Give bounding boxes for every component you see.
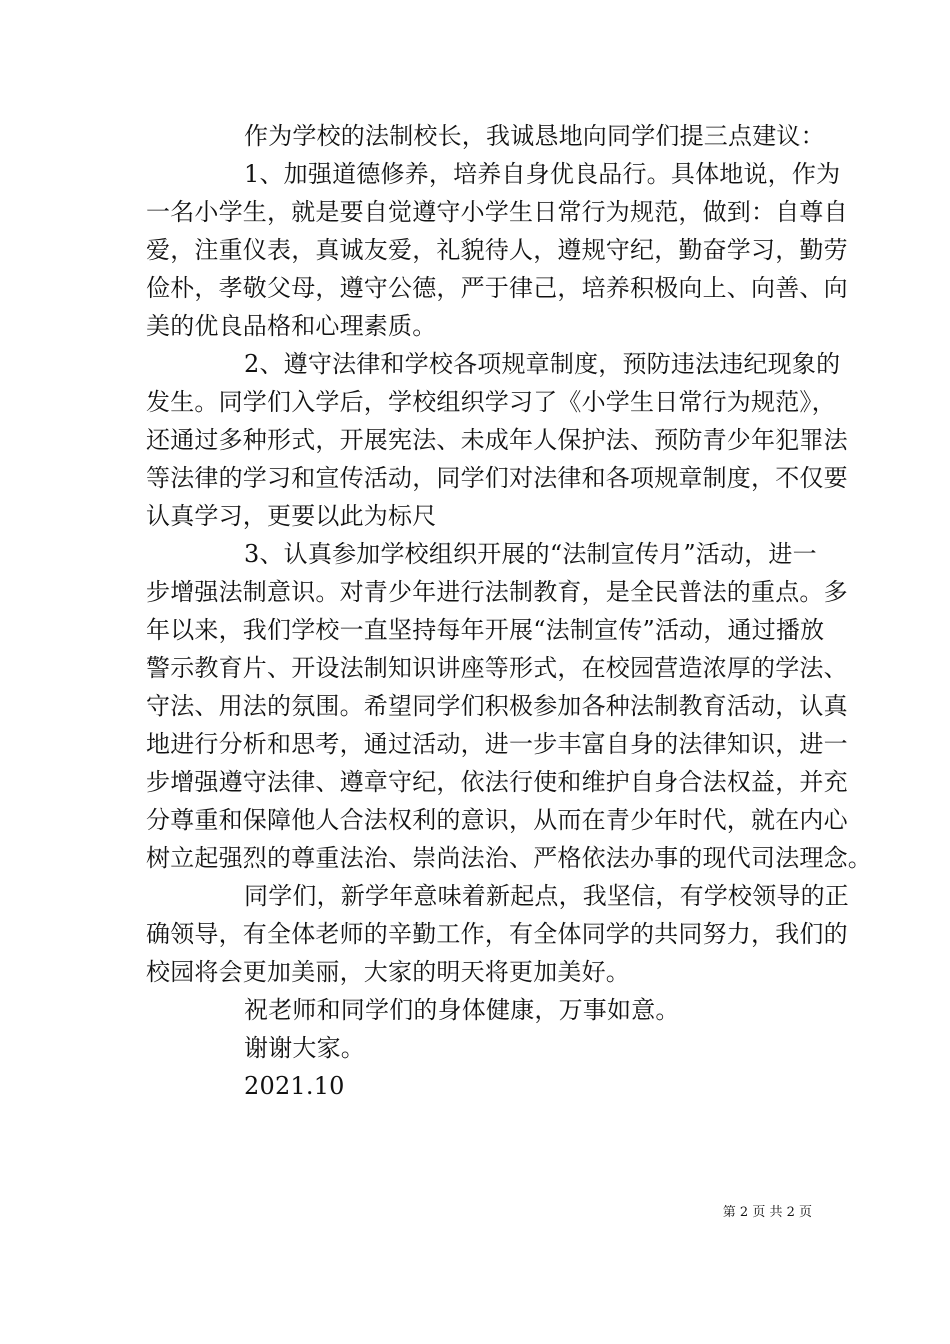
text-line: 爱，注重仪表，真诚友爱，礼貌待人，遵规守纪，勤奋学习，勤劳: [146, 236, 848, 264]
text-line: 同学们，新学年意味着新起点，我坚信，有学校领导的正: [244, 882, 849, 910]
text-line: 步增强遵守法律、遵章守纪，依法行使和维护自身合法权益，并充: [146, 768, 848, 796]
text-line: 确领导，有全体老师的辛勤工作，有全体同学的共同努力，我们的: [146, 920, 848, 948]
text-line: 分尊重和保障他人合法权利的意识，从而在青少年时代，就在内心: [146, 806, 848, 834]
text-line: 1、加强道德修养，培养自身优良品行。具体地说，作为: [244, 160, 841, 188]
text-line: 美的优良品格和心理素质。: [146, 312, 437, 340]
text-line: 年以来，我们学校一直坚持每年开展“法制宣传”活动，通过播放: [146, 616, 825, 644]
text-line: 认真学习，更要以此为标尺: [146, 502, 437, 530]
text-line: 校园将会更加美丽，大家的明天将更加美好。: [146, 958, 630, 986]
text-line: 步增强法制意识。对青少年进行法制教育，是全民普法的重点。多: [146, 578, 848, 606]
text-line: 等法律的学习和宣传活动，同学们对法律和各项规章制度，不仅要: [146, 464, 848, 492]
text-line: 地进行分析和思考，通过活动，进一步丰富自身的法律知识，进一: [146, 730, 848, 758]
text-line: 2、遵守法律和学校各项规章制度，预防违法违纪现象的: [244, 350, 841, 378]
text-line: 警示教育片、开设法制知识讲座等形式，在校园营造浓厚的学法、: [146, 654, 848, 682]
text-line: 一名小学生，就是要自觉遵守小学生日常行为规范，做到：自尊自: [146, 198, 848, 226]
text-line: 作为学校的法制校长，我诚恳地向同学们提三点建议：: [244, 122, 825, 150]
text-line: 祝老师和同学们的身体健康，万事如意。: [244, 996, 680, 1024]
text-line: 3、认真参加学校组织开展的“法制宣传月”活动，进一: [244, 540, 817, 568]
page-number: 第 2 页 共 2 页: [722, 1205, 812, 1220]
text-line: 谢谢大家。: [244, 1034, 365, 1062]
text-line: 树立起强烈的尊重法治、崇尚法治、严格依法办事的现代司法理念。: [146, 844, 872, 872]
text-line: 俭朴，孝敬父母，遵守公德，严于律己，培养积极向上、向善、向: [146, 274, 848, 302]
date-line: 2021.10: [244, 1072, 345, 1100]
text-line: 守法、用法的氛围。希望同学们积极参加各种法制教育活动，认真: [146, 692, 848, 720]
text-line: 还通过多种形式，开展宪法、未成年人保护法、预防青少年犯罪法: [146, 426, 848, 454]
text-line: 发生。同学们入学后，学校组织学习了《小学生日常行为规范》，: [146, 388, 836, 416]
